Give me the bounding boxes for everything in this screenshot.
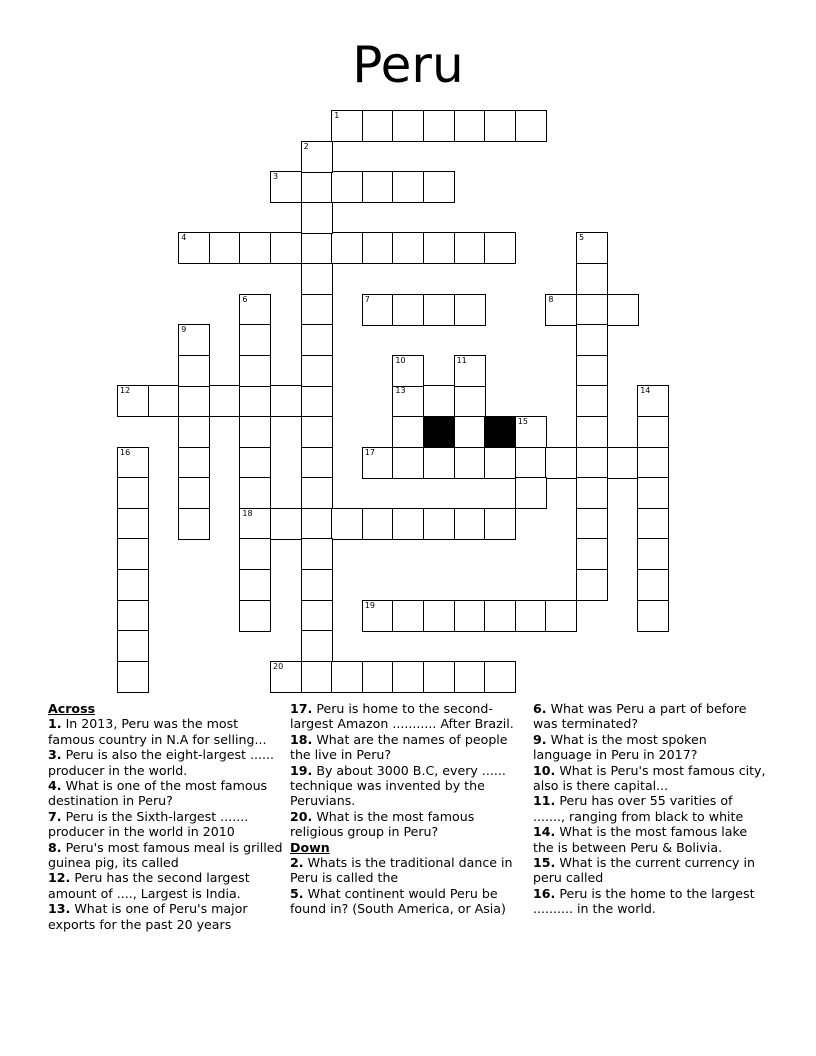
clue-text: What was Peru a part of before was terminated? [533,701,747,732]
grid-cell[interactable] [392,508,424,540]
clue-down-15 [533,855,768,886]
clue-across-12 [48,870,283,901]
grid-cell[interactable] [178,416,210,448]
grid-cell[interactable] [301,508,333,540]
grid-cell[interactable] [392,171,424,203]
clue-text: Peru is the home to the largest .......... in the world. [533,885,755,917]
clue-down-14 [533,824,768,855]
grid-cell[interactable] [484,110,516,142]
clue-across-4 [48,778,283,809]
clue-number-label: 18. [290,731,313,747]
grid-cell[interactable] [239,416,271,448]
grid-cell[interactable] [454,661,486,693]
grid-cell[interactable] [362,232,394,264]
grid-cell[interactable] [117,538,149,570]
grid-cell[interactable] [637,447,669,479]
clue-across-8 [48,840,283,871]
clue-text: What are the names of people the live in Peru? [290,731,508,763]
grid-cell[interactable] [637,416,669,448]
clue-number: 2 [303,141,309,151]
grid-cell[interactable] [362,661,394,693]
grid-cell[interactable] [301,232,333,264]
grid-cell[interactable] [515,600,547,632]
grid-cell[interactable] [392,385,424,417]
grid-cell[interactable] [392,294,424,326]
grid-cell[interactable] [331,171,363,203]
grid-cell[interactable] [301,171,333,203]
grid-cell[interactable] [454,355,486,387]
grid-cell[interactable] [392,355,424,387]
grid-cell[interactable] [362,447,394,479]
grid-cell[interactable] [576,385,608,417]
clue-number-label: 19. [290,762,313,778]
grid-cell[interactable] [331,110,363,142]
grid-cell[interactable] [239,447,271,479]
clue-text: Peru is also the eight-largest ...... producer in the world. [48,747,274,778]
clue-text: By about 3000 B.C, every ...... technique was invented by the Peruvians. [290,762,506,809]
grid-cell[interactable] [239,538,271,570]
clue-number-label: 11. [533,793,556,809]
grid-cell[interactable] [392,447,424,479]
clue-number: 10 [395,355,406,365]
grid-cell[interactable] [484,661,516,693]
clue-number: 1 [334,111,340,120]
clue-text: Peru is home to the second-largest Amazon ........... After Brazil. [290,701,514,732]
grid-cell[interactable] [637,538,669,570]
clue-number-label: 7. [48,808,62,824]
grid-cell[interactable] [301,294,333,326]
grid-cell[interactable] [576,355,608,387]
clue-number: 19 [364,600,375,610]
grid-cell[interactable] [178,477,210,509]
clue-number: 12 [120,386,131,396]
clue-number-label: 4. [48,778,62,794]
clue-text: Peru has over 55 varities of ......., ranging from black to white [533,793,744,824]
clue-column-3 [533,701,768,917]
grid-cell[interactable] [454,508,486,540]
grid-cell[interactable] [117,477,149,509]
grid-cell[interactable] [484,600,516,632]
clue-text: Peru has the second largest amount of ...., Largest is India. [48,870,250,901]
grid-cell[interactable] [270,171,302,203]
grid-cell[interactable] [301,477,333,509]
grid-cell[interactable] [239,355,271,387]
clue-down-5 [290,886,518,917]
grid-cell[interactable] [239,324,271,356]
grid-cell[interactable] [301,202,333,234]
clue-number: 3 [273,172,279,182]
clue-number: 7 [364,294,370,304]
grid-cell[interactable] [392,661,424,693]
grid-cell[interactable] [301,600,333,632]
clue-across-19 [290,763,518,809]
grid-cell[interactable] [607,294,639,326]
grid-cell[interactable] [239,294,271,326]
grid-cell[interactable] [637,385,669,417]
clue-number-label: 20. [290,808,313,824]
grid-cell[interactable] [117,385,149,417]
grid-cell[interactable] [239,600,271,632]
grid-cell[interactable] [454,416,486,448]
grid-cell[interactable] [515,110,547,142]
clue-number-label: 8. [48,839,62,855]
clue-number-label: 5. [290,885,304,901]
clue-list [48,701,768,941]
grid-cell[interactable] [362,294,394,326]
grid-cell[interactable] [178,232,210,264]
grid-cell[interactable] [515,416,547,448]
grid-cell[interactable] [301,538,333,570]
clue-text: What is Peru's most famous city, also is there capital... [533,762,766,794]
clue-text: What is one of the most famous destination in Peru? [48,778,268,809]
clue-text: In 2013, Peru was the most famous country in N.A for selling... [48,716,267,747]
grid-cell[interactable] [484,508,516,540]
clue-text: What is the most famous religious group in Peru? [290,808,475,840]
grid-cell[interactable] [423,385,455,417]
clue-number: 13 [395,386,406,396]
grid-cell[interactable] [576,508,608,540]
grid-cell[interactable] [331,508,363,540]
clue-number: 8 [548,294,554,304]
grid-cell[interactable] [454,600,486,632]
clue-number: 17 [364,447,375,457]
clue-text: Whats is the traditional dance in Peru is called the [290,855,513,886]
clue-across-20 [290,809,518,840]
clue-number-label: 1. [48,716,62,732]
grid-cell[interactable] [545,294,577,326]
clue-number: 18 [242,508,253,518]
clue-down-10 [533,763,768,794]
clue-down-2 [290,855,518,886]
clue-number-label: 13. [48,901,71,917]
across-heading: Across [48,701,96,716]
clue-down-11 [533,793,768,824]
grid-cell[interactable] [270,232,302,264]
grid-cell[interactable] [301,355,333,387]
grid-cell[interactable] [239,508,271,540]
grid-cell[interactable] [454,232,486,264]
grid-cell[interactable] [423,294,455,326]
grid-cell[interactable] [545,600,577,632]
grid-cell[interactable] [576,263,608,295]
grid-cell[interactable] [515,477,547,509]
grid-cell[interactable] [117,508,149,540]
clue-number-label: 12. [48,870,71,886]
clue-number-label: 2. [290,855,304,871]
grid-cell[interactable] [148,385,180,417]
clue-number: 15 [517,417,528,426]
clue-number-label: 3. [48,747,62,763]
grid-cell[interactable] [178,385,210,417]
clue-across-3 [48,747,283,778]
grid-cell[interactable] [576,447,608,479]
clue-number-label: 15. [533,855,556,871]
grid-cell[interactable] [178,508,210,540]
puzzle-title: Peru [352,36,464,94]
grid-cell[interactable] [301,630,333,662]
grid-cell[interactable] [576,477,608,509]
grid-cell[interactable] [423,661,455,693]
clue-down-6 [533,701,768,732]
clue-number-label: 10. [533,762,556,778]
grid-cell[interactable] [301,263,333,295]
grid-cell[interactable] [362,110,394,142]
clue-number-label: 17. [290,701,313,716]
clue-text: What is one of Peru's major exports for the past 20 years [48,901,248,932]
grid-cell[interactable] [423,232,455,264]
grid-cell[interactable] [607,447,639,479]
grid-cell[interactable] [117,569,149,601]
grid-cell[interactable] [423,110,455,142]
grid-cell[interactable] [484,447,516,479]
grid-cell[interactable] [362,171,394,203]
grid-cell[interactable] [331,232,363,264]
clue-number: 16 [120,447,131,457]
grid-cell[interactable] [270,508,302,540]
grid-cell[interactable] [637,508,669,540]
grid-cell[interactable] [576,416,608,448]
grid-cell[interactable] [637,600,669,632]
grid-cell[interactable] [484,232,516,264]
clue-text: What continent would Peru be found in? (South America, or Asia) [290,885,506,917]
grid-cell[interactable] [301,416,333,448]
down-heading: Down [290,839,330,855]
blocked-cell [423,416,455,448]
grid-cell[interactable] [270,661,302,693]
clue-text: What is the most spoken language in Peru in 2017? [533,731,707,763]
grid-cell[interactable] [301,324,333,356]
grid-cell[interactable] [576,569,608,601]
grid-cell[interactable] [239,232,271,264]
clue-number-label: 6. [533,701,547,716]
grid-cell[interactable] [515,447,547,479]
grid-cell[interactable] [301,141,333,173]
grid-cell[interactable] [301,569,333,601]
clue-column-1 [48,701,283,932]
grid-cell[interactable] [392,416,424,448]
grid-cell[interactable] [454,110,486,142]
clue-down-9 [533,732,768,763]
grid-cell[interactable] [178,447,210,479]
clue-number: 20 [273,661,284,671]
clue-text: Peru is the Sixth-largest ....... producer in the world in 2010 [48,808,249,840]
clue-text: What is the most famous lake the is between Peru & Bolivia. [533,824,748,855]
grid-cell[interactable] [239,569,271,601]
clue-across-13 [48,901,283,932]
grid-cell[interactable] [331,661,363,693]
grid-cell[interactable] [454,385,486,417]
grid-cell[interactable] [423,447,455,479]
grid-cell[interactable] [239,477,271,509]
grid-cell[interactable] [637,569,669,601]
grid-cell[interactable] [576,538,608,570]
clue-number: 4 [181,233,187,243]
clue-text: Peru's most famous meal is grilled guinea pig, its called [48,839,283,871]
grid-cell[interactable] [209,232,241,264]
clue-number: 11 [456,355,467,365]
grid-cell[interactable] [178,324,210,356]
clue-number: 9 [181,325,187,335]
grid-cell[interactable] [117,661,149,693]
clue-column-2 [290,701,518,917]
clue-across-7 [48,809,283,840]
grid-cell[interactable] [545,447,577,479]
grid-cell[interactable] [301,385,333,417]
grid-cell[interactable] [301,661,333,693]
grid-cell[interactable] [423,508,455,540]
grid-cell[interactable] [362,508,394,540]
grid-cell[interactable] [392,110,424,142]
grid-cell[interactable] [117,600,149,632]
grid-cell[interactable] [454,447,486,479]
clue-text: What is the current currency in peru called [533,855,755,886]
grid-cell[interactable] [392,232,424,264]
clue-number: 6 [242,294,248,304]
clue-number-label: 16. [533,885,556,901]
clue-across-1 [48,716,283,747]
grid-cell[interactable] [637,477,669,509]
clue-number-label: 14. [533,824,556,840]
grid-cell[interactable] [362,600,394,632]
grid-cell[interactable] [270,385,302,417]
clue-down-16 [533,886,768,917]
grid-cell[interactable] [209,385,241,417]
grid-cell[interactable] [239,385,271,417]
grid-cell[interactable] [576,294,608,326]
grid-cell[interactable] [576,324,608,356]
grid-cell[interactable] [301,447,333,479]
clue-across-17 [290,701,518,732]
clue-number: 5 [579,233,585,243]
clue-number: 14 [640,386,651,396]
grid-cell[interactable] [178,355,210,387]
grid-cell[interactable] [454,294,486,326]
grid-cell[interactable] [392,600,424,632]
grid-cell[interactable] [423,600,455,632]
grid-cell[interactable] [117,447,149,479]
grid-cell[interactable] [423,171,455,203]
grid-cell[interactable] [576,232,608,264]
blocked-cell [484,416,516,448]
clue-number-label: 9. [533,731,547,747]
clue-across-18 [290,732,518,763]
grid-cell[interactable] [117,630,149,662]
